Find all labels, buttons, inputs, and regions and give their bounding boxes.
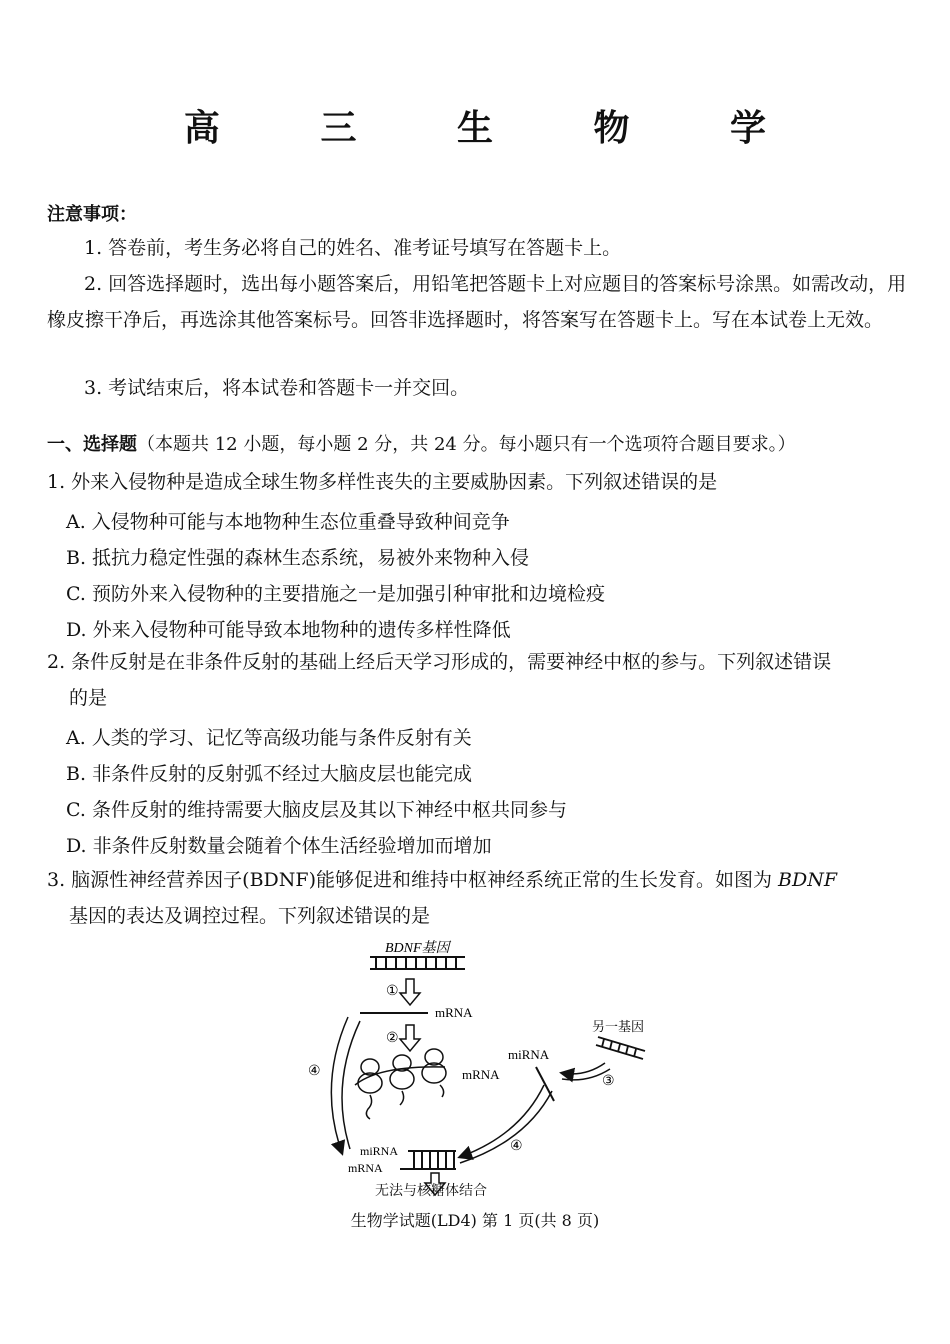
question-3-stem-line2: 基因的表达及调控过程。下列叙述错误的是 — [69, 905, 431, 927]
notice-item-2: 2. 回答选择题时，选出每小题答案后，用铅笔把答题卡上对应题目的答案标号涂黑。如需改动，用橡皮擦干净后，再选涂其他答案标号。回答非选择题时，将答案写在答题卡上。写在本试卷上无效。 — [47, 273, 907, 331]
question-3-stem — [47, 862, 837, 934]
gene-label: BDNF基因 — [385, 941, 450, 956]
notice-heading: 注意事项： — [47, 204, 137, 225]
mirna-mrna-duplex-icon — [400, 1151, 456, 1169]
step-2-label: ② — [386, 1031, 399, 1046]
question-2-option-a: A. 人类的学习、记忆等高级功能与条件反射有关 — [66, 727, 472, 749]
mirna-label: miRNA — [508, 1047, 550, 1062]
step-1-label: ① — [386, 984, 399, 999]
exam-title: 高 三 生 物 学 — [183, 107, 811, 149]
question-1-option-c: C. 预防外来入侵物种的主要措施之一是加强引种审批和边境检疫 — [66, 583, 605, 605]
question-3-stem-line1: 3. 脑源性神经营养因子(BDNF)能够促进和维持中枢神经系统正常的生长发育。如图为 — [47, 869, 779, 891]
other-gene-label: 另一基因 — [592, 1019, 645, 1034]
down-arrow-icon — [400, 979, 420, 1005]
question-1-option-b: B. 抵抗力稳定性强的森林生态系统，易被外来物种入侵 — [66, 547, 530, 569]
page-footer: 生物学试题(LD4) 第 1 页(共 8 页) — [350, 1211, 600, 1230]
arrow-icon — [562, 1063, 605, 1074]
question-2-stem-line2: 的是 — [69, 687, 108, 709]
diagram-result-label: 无法与核糖体结合 — [375, 1183, 487, 1199]
section-title: 一、选择题 — [47, 434, 137, 455]
duplex-mrna-label: mRNA — [348, 1161, 383, 1175]
question-1-stem: 1. 外来入侵物种是造成全球生物多样性丧失的主要威胁因素。下列叙述错误的是 — [47, 471, 718, 493]
bdnf-dna-icon — [370, 957, 465, 969]
question-1-option-d: D. 外来入侵物种可能导致本地物种的遗传多样性降低 — [66, 619, 511, 641]
step-3-label: ③ — [602, 1074, 615, 1089]
question-1-option-a: A. 入侵物种可能与本地物种生态位重叠导致种间竞争 — [66, 511, 510, 533]
duplex-mirna-label: miRNA — [360, 1144, 399, 1158]
step-4-label-right: ④ — [510, 1139, 523, 1154]
mrna-label-2: mRNA — [462, 1067, 500, 1082]
section-note: （本题共 12 小题，每小题 2 分，共 24 分。每小题只有一个选项符合题目要求。） — [137, 434, 796, 455]
question-2-stem — [47, 644, 831, 716]
down-arrow-icon — [400, 1025, 420, 1051]
question-2-option-d: D. 非条件反射数量会随着个体生活经验增加而增加 — [66, 835, 492, 857]
question-2-option-c: C. 条件反射的维持需要大脑皮层及其以下神经中枢共同参与 — [66, 799, 567, 821]
arrow-icon — [460, 1091, 552, 1163]
question-2-stem-line1: 2. 条件反射是在非条件反射的基础上经后天学习形成的，需要神经中枢的参与。下列叙述错误 — [47, 651, 832, 673]
section-heading — [47, 430, 796, 456]
question-3-gene-name: BDNF — [778, 869, 838, 891]
mrna-label-1: mRNA — [435, 1005, 473, 1020]
curved-arrow-icon — [342, 1021, 360, 1149]
other-gene-dna-icon — [596, 1037, 645, 1059]
question-2-option-b: B. 非条件反射的反射弧不经过大脑皮层也能完成 — [66, 763, 473, 785]
bdnf-expression-diagram — [300, 935, 670, 1200]
ribosome-icon — [355, 1049, 446, 1119]
notice-item-1: 1. 答卷前，考生务必将自己的姓名、准考证号填写在答题卡上。 — [84, 237, 622, 259]
notice-item-3: 3. 考试结束后，将本试卷和答题卡一并交回。 — [84, 377, 470, 399]
step-4-label-left: ④ — [308, 1064, 321, 1079]
